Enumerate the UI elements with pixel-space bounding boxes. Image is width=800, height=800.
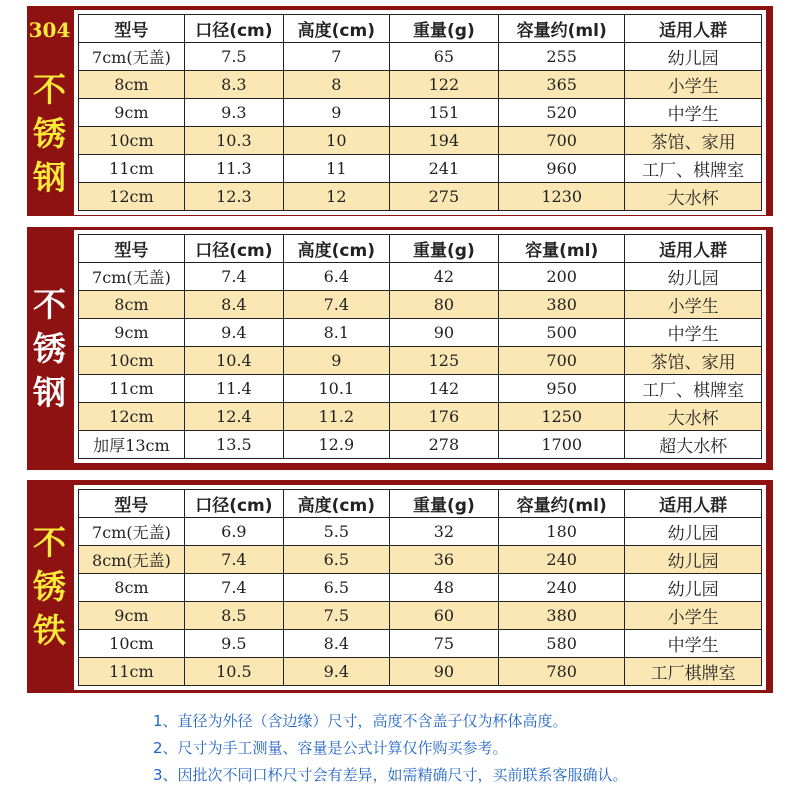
table-cell: 9 bbox=[283, 347, 389, 375]
table-row bbox=[79, 155, 762, 183]
table-cell: 90 bbox=[389, 319, 498, 347]
table-row bbox=[79, 403, 762, 431]
table-cell: 9.5 bbox=[184, 630, 283, 658]
table-cell: 12.4 bbox=[184, 403, 283, 431]
column-header: 适用人群 bbox=[625, 490, 762, 518]
table-cell: 780 bbox=[499, 658, 625, 686]
table-cell: 7.4 bbox=[184, 263, 283, 291]
model-cell: 8cm(无盖) bbox=[79, 546, 185, 574]
model-cell: 9cm bbox=[79, 319, 185, 347]
model-cell: 10cm bbox=[79, 630, 185, 658]
table-cell: 12.3 bbox=[184, 183, 283, 211]
table-cell: 11.2 bbox=[283, 403, 389, 431]
table-row bbox=[79, 347, 762, 375]
side-label: 不 锈 铁 bbox=[33, 522, 66, 650]
table-cell: 8.4 bbox=[283, 630, 389, 658]
table-cell: 200 bbox=[499, 263, 625, 291]
table-cell: 240 bbox=[499, 574, 625, 602]
table-row bbox=[79, 183, 762, 211]
table-cell: 1230 bbox=[499, 183, 625, 211]
table-cell: 7 bbox=[283, 43, 389, 71]
table-cell: 700 bbox=[499, 127, 625, 155]
table-cell: 10.1 bbox=[283, 375, 389, 403]
table-cell: 11.4 bbox=[184, 375, 283, 403]
spec-table-iron bbox=[78, 489, 762, 686]
table-cell: 工厂、棋牌室 bbox=[625, 375, 762, 403]
spec-table-box bbox=[74, 230, 766, 463]
table-cell: 10 bbox=[283, 127, 389, 155]
model-cell: 7cm(无盖) bbox=[79, 43, 185, 71]
table-cell: 241 bbox=[389, 155, 498, 183]
table-cell: 9.4 bbox=[283, 658, 389, 686]
model-cell: 8cm bbox=[79, 71, 185, 99]
table-cell: 950 bbox=[499, 375, 625, 403]
spec-table-box bbox=[74, 485, 766, 690]
table-cell: 9 bbox=[283, 99, 389, 127]
table-row bbox=[79, 431, 762, 459]
table-row bbox=[79, 71, 762, 99]
model-cell: 10cm bbox=[79, 127, 185, 155]
model-cell: 11cm bbox=[79, 658, 185, 686]
table-cell: 42 bbox=[389, 263, 498, 291]
table-cell: 240 bbox=[499, 546, 625, 574]
table-cell: 13.5 bbox=[184, 431, 283, 459]
note-1: 1、直径为外径（含边缘）尺寸，高度不含盖子仅为杯体高度。 bbox=[153, 712, 568, 730]
table-cell: 8.5 bbox=[184, 602, 283, 630]
note-2: 2、尺寸为手工测量、容量是公式计算仅作购买参考。 bbox=[153, 739, 508, 757]
table-cell: 6.9 bbox=[184, 518, 283, 546]
table-row bbox=[79, 43, 762, 71]
side-label: 304 不 锈 钢 bbox=[28, 18, 71, 197]
footnotes bbox=[153, 708, 628, 789]
table-cell: 255 bbox=[499, 43, 625, 71]
table-cell: 6.5 bbox=[283, 574, 389, 602]
table-cell: 幼儿园 bbox=[625, 43, 762, 71]
table-cell: 7.4 bbox=[283, 291, 389, 319]
column-header: 高度(cm) bbox=[283, 235, 389, 263]
table-cell: 700 bbox=[499, 347, 625, 375]
table-cell: 1700 bbox=[499, 431, 625, 459]
table-cell: 幼儿园 bbox=[625, 263, 762, 291]
column-header: 口径(cm) bbox=[184, 490, 283, 518]
column-header: 容量(ml) bbox=[499, 235, 625, 263]
panel-stainless-iron bbox=[27, 480, 773, 693]
table-cell: 超大水杯 bbox=[625, 431, 762, 459]
column-header: 型号 bbox=[79, 490, 185, 518]
table-row bbox=[79, 518, 762, 546]
table-cell: 12.9 bbox=[283, 431, 389, 459]
table-cell: 11.3 bbox=[184, 155, 283, 183]
table-cell: 6.4 bbox=[283, 263, 389, 291]
table-row bbox=[79, 127, 762, 155]
table-cell: 520 bbox=[499, 99, 625, 127]
table-cell: 小学生 bbox=[625, 71, 762, 99]
table-cell: 7.5 bbox=[184, 43, 283, 71]
model-cell: 加厚13cm bbox=[79, 431, 185, 459]
panel-304-stainless bbox=[27, 6, 773, 216]
table-cell: 8.4 bbox=[184, 291, 283, 319]
table-cell: 10.3 bbox=[184, 127, 283, 155]
model-cell: 9cm bbox=[79, 602, 185, 630]
table-cell: 60 bbox=[389, 602, 498, 630]
note-3: 3、因批次不同口杯尺寸会有差异，如需精确尺寸，买前联系客服确认。 bbox=[153, 766, 628, 784]
table-cell: 32 bbox=[389, 518, 498, 546]
table-cell: 5.5 bbox=[283, 518, 389, 546]
table-cell: 中学生 bbox=[625, 630, 762, 658]
header-row bbox=[79, 15, 762, 43]
table-cell: 工厂棋牌室 bbox=[625, 658, 762, 686]
table-cell: 90 bbox=[389, 658, 498, 686]
table-cell: 380 bbox=[499, 291, 625, 319]
table-cell: 380 bbox=[499, 602, 625, 630]
table-cell: 7.4 bbox=[184, 574, 283, 602]
table-cell: 茶馆、家用 bbox=[625, 127, 762, 155]
model-cell: 11cm bbox=[79, 375, 185, 403]
table-cell: 11 bbox=[283, 155, 389, 183]
table-cell: 278 bbox=[389, 431, 498, 459]
table-row bbox=[79, 658, 762, 686]
table-cell: 大水杯 bbox=[625, 183, 762, 211]
grade-tag: 304 bbox=[28, 18, 71, 42]
model-cell: 7cm(无盖) bbox=[79, 263, 185, 291]
model-cell: 12cm bbox=[79, 403, 185, 431]
table-cell: 7.4 bbox=[184, 546, 283, 574]
model-cell: 8cm bbox=[79, 574, 185, 602]
table-cell: 8.3 bbox=[184, 71, 283, 99]
table-cell: 75 bbox=[389, 630, 498, 658]
table-cell: 6.5 bbox=[283, 546, 389, 574]
table-cell: 151 bbox=[389, 99, 498, 127]
table-cell: 1250 bbox=[499, 403, 625, 431]
table-cell: 65 bbox=[389, 43, 498, 71]
table-cell: 8 bbox=[283, 71, 389, 99]
table-cell: 365 bbox=[499, 71, 625, 99]
column-header: 高度(cm) bbox=[283, 490, 389, 518]
table-row bbox=[79, 574, 762, 602]
table-cell: 9.3 bbox=[184, 99, 283, 127]
column-header: 重量(g) bbox=[389, 15, 498, 43]
table-cell: 125 bbox=[389, 347, 498, 375]
table-cell: 180 bbox=[499, 518, 625, 546]
table-cell: 大水杯 bbox=[625, 403, 762, 431]
table-cell: 小学生 bbox=[625, 291, 762, 319]
column-header: 口径(cm) bbox=[184, 15, 283, 43]
table-cell: 194 bbox=[389, 127, 498, 155]
column-header: 容量约(ml) bbox=[499, 15, 625, 43]
table-cell: 580 bbox=[499, 630, 625, 658]
table-cell: 7.5 bbox=[283, 602, 389, 630]
table-cell: 9.4 bbox=[184, 319, 283, 347]
column-header: 型号 bbox=[79, 15, 185, 43]
table-cell: 142 bbox=[389, 375, 498, 403]
header-row bbox=[79, 235, 762, 263]
table-cell: 幼儿园 bbox=[625, 546, 762, 574]
column-header: 适用人群 bbox=[625, 235, 762, 263]
table-row bbox=[79, 99, 762, 127]
spec-table-steel bbox=[78, 234, 762, 459]
table-cell: 10.5 bbox=[184, 658, 283, 686]
model-cell: 9cm bbox=[79, 99, 185, 127]
table-row bbox=[79, 375, 762, 403]
table-cell: 960 bbox=[499, 155, 625, 183]
spec-table-304 bbox=[78, 14, 762, 211]
model-cell: 11cm bbox=[79, 155, 185, 183]
table-cell: 小学生 bbox=[625, 602, 762, 630]
table-cell: 10.4 bbox=[184, 347, 283, 375]
table-cell: 中学生 bbox=[625, 319, 762, 347]
panel-stainless-steel bbox=[27, 227, 773, 470]
table-cell: 8.1 bbox=[283, 319, 389, 347]
column-header: 口径(cm) bbox=[184, 235, 283, 263]
table-row bbox=[79, 291, 762, 319]
model-cell: 10cm bbox=[79, 347, 185, 375]
table-cell: 275 bbox=[389, 183, 498, 211]
model-cell: 7cm(无盖) bbox=[79, 518, 185, 546]
table-cell: 36 bbox=[389, 546, 498, 574]
table-row bbox=[79, 546, 762, 574]
table-cell: 122 bbox=[389, 71, 498, 99]
table-row bbox=[79, 263, 762, 291]
model-cell: 8cm bbox=[79, 291, 185, 319]
table-cell: 工厂、棋牌室 bbox=[625, 155, 762, 183]
column-header: 容量约(ml) bbox=[499, 490, 625, 518]
table-row bbox=[79, 319, 762, 347]
table-row bbox=[79, 630, 762, 658]
table-cell: 48 bbox=[389, 574, 498, 602]
table-cell: 500 bbox=[499, 319, 625, 347]
header-row bbox=[79, 490, 762, 518]
model-cell: 12cm bbox=[79, 183, 185, 211]
column-header: 重量(g) bbox=[389, 490, 498, 518]
table-cell: 176 bbox=[389, 403, 498, 431]
column-header: 重量(g) bbox=[389, 235, 498, 263]
column-header: 高度(cm) bbox=[283, 15, 389, 43]
table-row bbox=[79, 602, 762, 630]
table-cell: 幼儿园 bbox=[625, 574, 762, 602]
table-cell: 12 bbox=[283, 183, 389, 211]
spec-table-box bbox=[74, 10, 766, 215]
table-cell: 幼儿园 bbox=[625, 518, 762, 546]
table-cell: 茶馆、家用 bbox=[625, 347, 762, 375]
side-label: 不 锈 钢 bbox=[33, 284, 66, 412]
column-header: 适用人群 bbox=[625, 15, 762, 43]
column-header: 型号 bbox=[79, 235, 185, 263]
table-cell: 80 bbox=[389, 291, 498, 319]
table-cell: 中学生 bbox=[625, 99, 762, 127]
